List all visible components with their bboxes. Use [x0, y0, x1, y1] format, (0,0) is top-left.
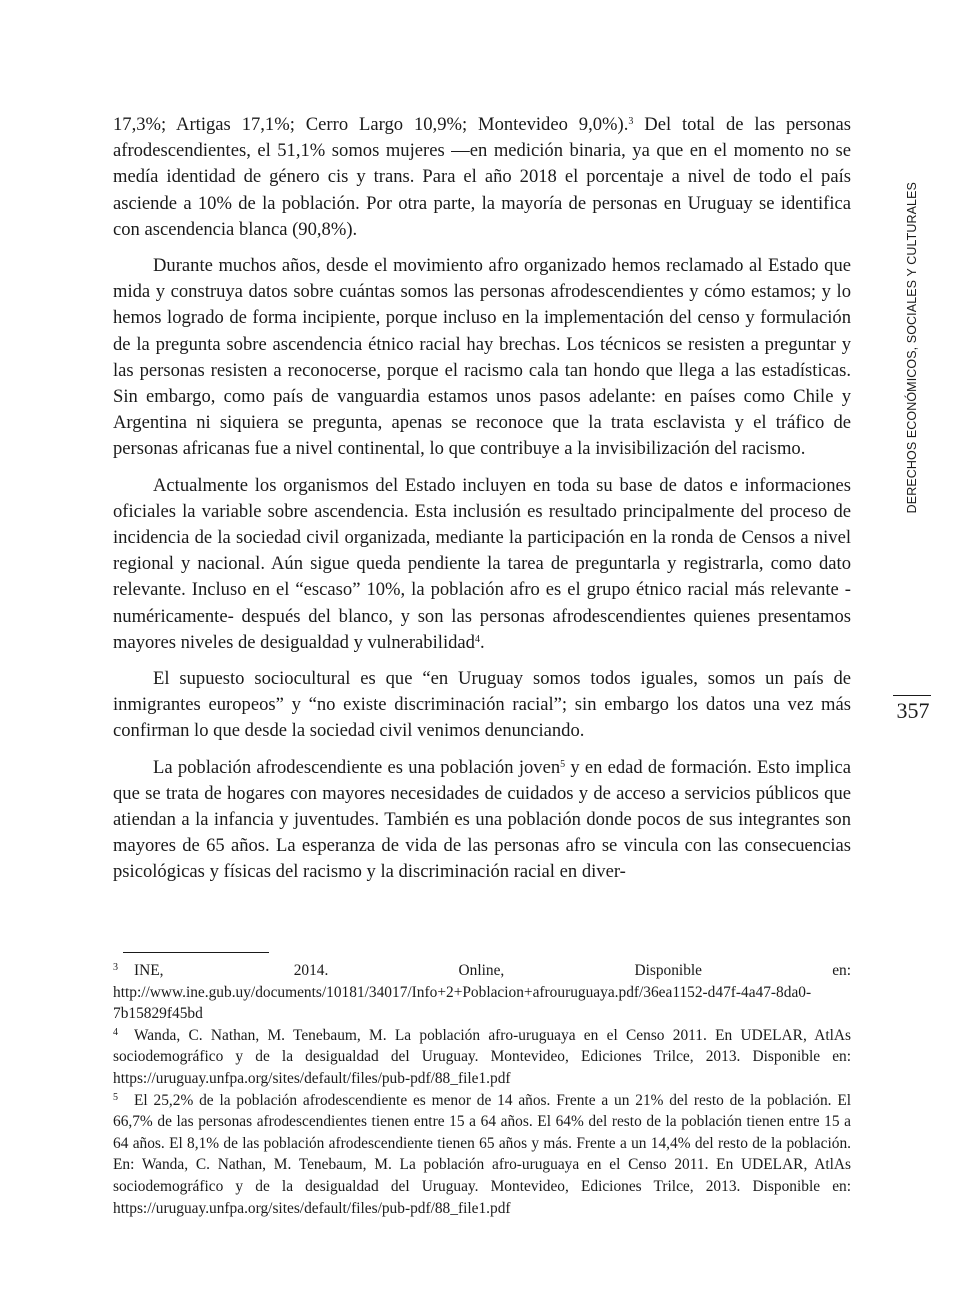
footnote-text: El 25,2% de la población afrodescendiente es menor de 14 años. Frente a un 21% del resto de la población. El 66,7% de las personas afrodescendientes tienen entre 15 a 64 años. El 64% del resto de la población tienen entre 15 a 64 años. El 8,1% de las población afrodescendiente tienen 65 años y más. Frente a un 14,4% del resto de la población. En: Wanda, C. Nathan, M. Tenebaum, M. La población afro-uruguaya en el Censo 2011. En UDELAR, AtlAs sociodemográfico y de la desigualdad del Uruguay. Montevideo, Ediciones Trilce, 2013. Disponible en: https://uruguay.unfpa.org/sites/default/files/pub-pdf/88_file1.pdf — [113, 1091, 851, 1217]
footnote-5 — [113, 1090, 851, 1220]
page-number: 357 — [896, 698, 930, 723]
paragraph-text: y en edad de formación. Esto implica que se trata de hogares con mayores necesidades de cuidados y de acceso a servicios públicos que atiendan a la infancia y juventudes. También es una población donde pocos de sus integrantes son mayores de 65 años. La esperanza de vida de las personas afro se vincula con las consecuencias psicológicas y físicas del racismo y la discriminación racial en diver- — [113, 756, 851, 883]
footnote-text: INE, 2014. Online, Disponible en: http://www.ine.gub.uy/documents/10181/34017/Info+2+Poblacion+afrouruguaya.pdf/36ea1152-d47f-4a47-8da0-7b15829f45bd — [113, 962, 851, 1023]
footnote-3 — [113, 960, 851, 1025]
paragraph-text: . — [479, 631, 485, 653]
footnote-ref-4[interactable]: 4 — [474, 633, 480, 645]
paragraph-text: Del total de las personas afrodescendientes, el 51,1% somos mujeres —en medición binaria, ya que en el momento no se medía identidad de género cis y trans. Para el año 2018 el porcentaje a nivel de todo el país asciende a 10% de la población. Por otra parte, la mayoría de personas en Uruguay se identifica con ascendencia blanca (90,8%). — [113, 114, 851, 240]
running-header — [902, 178, 922, 518]
footnote-number: 3 — [113, 962, 118, 973]
footnote-number: 4 — [113, 1026, 118, 1038]
footnote-4 — [113, 1025, 851, 1090]
page-number-rule — [893, 695, 931, 696]
footnote-divider — [123, 952, 269, 953]
footnote-ref-5[interactable]: 5 — [560, 758, 566, 770]
footnotes — [113, 960, 851, 1219]
paragraph-1 — [113, 112, 851, 243]
paragraph-text: 17,3%; Artigas 17,1%; Cerro Largo 10,9%; Montevideo 9,0%). — [113, 114, 629, 135]
paragraph-5 — [113, 755, 851, 886]
paragraph-text: Actualmente los organismos del Estado incluyen en toda su base de datos e informaciones oficiales la variable sobre ascendencia. Esta inclusión es resultado principalmente del proceso de incidencia de la sociedad civil organizada, mediante la participación en la ronda de Censos a nivel regional y nacional. Aún sigue queda pendiente la tarea de preguntarla y registrarla, como dato relevante. Incluso en el “escaso” 10%, la población afro es el grupo étnico racial más relevante -numéricamente- después del blanco, y son las personas afrodescendientes quienes presentamos mayores niveles de desigualdad y vulnerabilidad — [113, 474, 851, 653]
paragraph-text: La población afrodescendiente es una población joven — [153, 756, 561, 778]
footnote-ref-3[interactable]: 3 — [628, 116, 634, 127]
footnote-text: Wanda, C. Nathan, M. Tenebaum, M. La población afro-uruguaya en el Censo 2011. En UDELAR, AtlAs sociodemográfico y de la desigualdad del Uruguay. Montevideo, Ediciones Trilce, 2013. Disponible en: https://uruguay.unfpa.org/sites/default/files/pub-pdf/88_file1.pdf — [113, 1026, 851, 1087]
paragraph-4: El supuesto sociocultural es que “en Uruguay somos todos iguales, somos un país de inmigrantes europeos” y “no existe discriminación racial”; sin embargo los datos una vez más confirman lo que desde la sociedad civil venimos denunciando. — [113, 668, 851, 742]
paragraph-3 — [113, 473, 851, 656]
running-header-text: DERECHOS ECONÓMICOS, SOCIALES Y CULTURALES — [905, 182, 919, 514]
footnote-number: 5 — [113, 1091, 118, 1103]
paragraph-2: Durante muchos años, desde el movimiento afro organizado hemos reclamado al Estado que mida y construya datos sobre cuántas somos las personas afrodescendientes y cómo estamos; y lo hemos logrado de forma incipiente, porque incluso en la implementación del censo y formulación de la pregunta sobre ascendencia étnico racial hay brechas. Los técnicos se resisten a preguntar y las personas resisten a reconocerse, porque el racismo cala tan hondo que llega a las estadísticas. Sin embargo, como país de vanguardia estamos unos pasos adelante: en países como Chile y Argentina ni siquiera se pregunta, apenas se reconoce que la trata esclavista y el tráfico de personas africanas fue a nivel continental, lo que contribuye a la invisibilización del racismo. — [113, 255, 851, 460]
body-text — [113, 112, 851, 896]
